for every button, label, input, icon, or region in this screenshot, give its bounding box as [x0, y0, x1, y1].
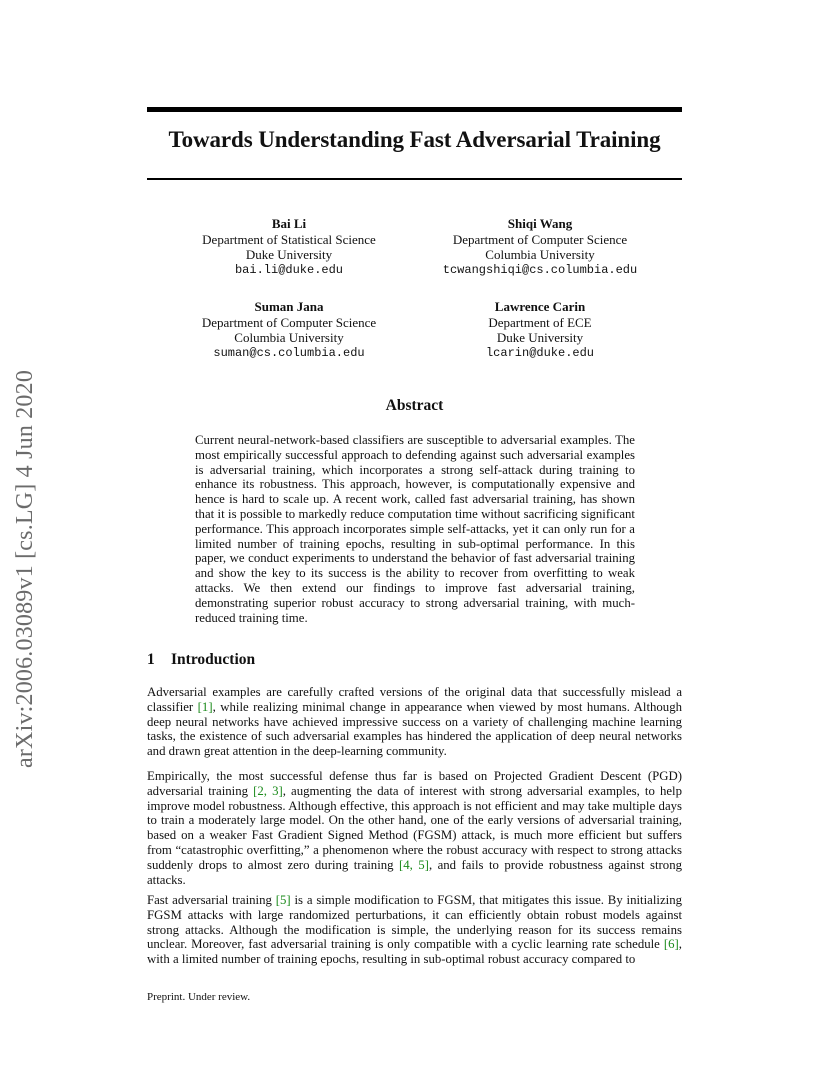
citation-link[interactable]: [6]	[663, 937, 679, 952]
paper-title: Towards Understanding Fast Adversarial Training	[168, 127, 661, 152]
paragraph-text: , while realizing minimal change in appearance when viewed by most humans. Although deep neural networks have achieved impressive success on a variety of challenging machine learning tasks, the existence of such adversarial examples has hindered the application of deep neural networks and drawn great attention in the deep-learning community.	[147, 699, 683, 759]
author-block	[176, 299, 402, 361]
author-email[interactable]: lcarin@duke.edu	[485, 345, 595, 360]
title-top-rule	[147, 107, 682, 112]
citation-link[interactable]: [1]	[197, 699, 213, 714]
citation-link[interactable]: [5]	[275, 893, 291, 907]
author-name: Shiqi Wang	[507, 216, 573, 231]
author-email[interactable]: bai.li@duke.edu	[234, 262, 344, 277]
author-department: Department of ECE	[488, 314, 592, 330]
author-name: Suman Jana	[254, 299, 324, 314]
body-paragraph	[147, 685, 682, 759]
author-block	[176, 216, 402, 278]
author-email[interactable]: tcwangshiqi@cs.columbia.edu	[442, 262, 638, 277]
author-block	[426, 216, 654, 278]
author-name: Bai Li	[271, 216, 307, 231]
author-department: Department of Statistical Science	[202, 231, 376, 247]
author-institution: Columbia University	[234, 330, 344, 345]
author-department: Department of Computer Science	[452, 231, 628, 247]
author-institution: Columbia University	[485, 247, 595, 262]
section-title: Introduction	[171, 651, 256, 668]
author-email[interactable]: suman@cs.columbia.edu	[213, 345, 365, 360]
author-name: Lawrence Carin	[494, 299, 586, 314]
preprint-footer: Preprint. Under review.	[147, 991, 251, 1003]
paragraph-text: Empirically, the most successful defense thus far is based on Projected Gradient Descent (PGD) adversarial training	[147, 769, 682, 798]
abstract-heading: Abstract	[385, 397, 444, 414]
paragraph-text: , and fails to provide robustness against strong attacks.	[147, 857, 682, 887]
arxiv-sidebar-stamp: arXiv:2006.03089v1 [cs.LG] 4 Jun 2020	[12, 369, 38, 768]
section-number: 1	[147, 651, 155, 668]
author-department: Department of Computer Science	[201, 314, 377, 330]
paragraph-text: Fast adversarial training	[147, 893, 276, 907]
section-heading	[147, 651, 255, 669]
paragraph-text: Adversarial examples are carefully crafted versions of the original data that successfully mislead a classifier	[147, 685, 682, 714]
paragraph-text: , augmenting the data of interest with strong adversarial examples, to help improve model robustness. Although effective, this approach is not efficient and may take multiple days to train a moderately large model. On the other hand, one of the early versions of adversarial training, based on a weaker Fast Gradient Signed Method (FGSM) attack, is much more efficient but suffers from “catastrophic overfitting,” a phenomenon where the robust accuracy with respect to strong attacks suddenly drops to almost zero during training	[147, 783, 682, 872]
author-institution: Duke University	[245, 247, 333, 262]
paragraph-text: is a simple modification to FGSM, that mitigates this issue. By initializing FGSM attacks with large randomized perturbations, it can efficiently obtain robust models against strong attacks. Although the modification is simple, the underlying reason for its success remains unclear. Moreover, fast adversarial training is only compatible with a cyclic learning rate schedule	[147, 893, 682, 952]
body-paragraph	[147, 769, 682, 887]
paragraph-text: , with a limited number of training epochs, resulting in sub-optimal robust accuracy compared to	[147, 937, 682, 967]
abstract-text: Current neural-network-based classifiers are susceptible to adversarial examples. The most empirically successful approach to defending against such adversarial examples is adversarial training, which incorporates a strong self-attack during training to enhance its robustness. This approach, however, is computationally expensive and hence is hard to scale up. A recent work, called fast adversarial training, has shown that it is possible to markedly reduce computation time without sacrificing significant performance. This approach incorporates simple self-attacks, yet it can only run for a limited number of training epochs, resulting in sub-optimal performance. In this paper, we conduct experiments to understand the behavior of fast adversarial training and show the key to its success is the ability to recover from overfitting to weak attacks. We then extend our findings to improve fast adversarial training, demonstrating superior robust accuracy to strong adversarial training, with much-reduced training time.	[195, 433, 635, 625]
citation-link[interactable]: [2, 3]	[253, 783, 283, 798]
citation-link[interactable]: [4, 5]	[398, 857, 429, 872]
title-bottom-rule	[147, 178, 682, 180]
author-block	[426, 299, 654, 361]
body-paragraph	[147, 893, 682, 967]
author-institution: Duke University	[496, 330, 584, 345]
